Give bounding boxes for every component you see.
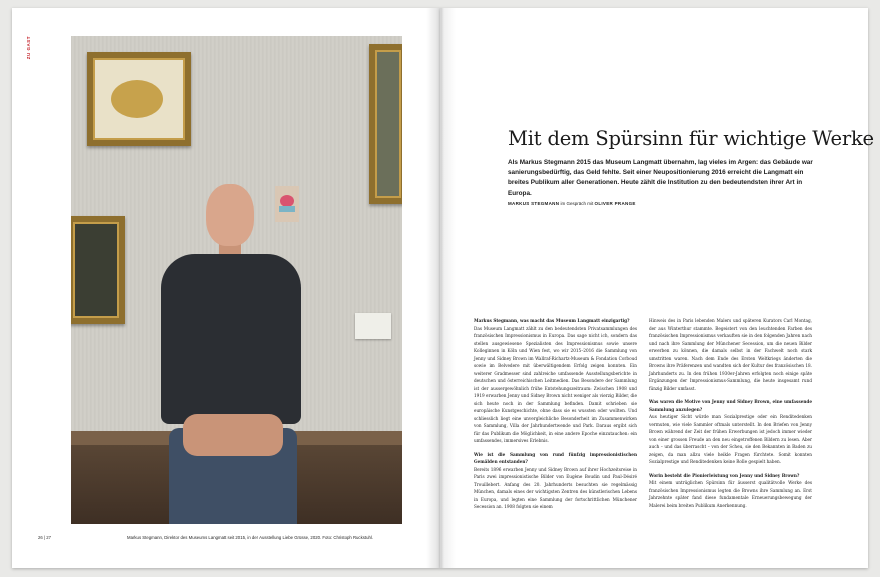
painting-top-right (369, 44, 402, 204)
answer: Mit einem untrüglichen Spürsinn für äusserst qualitätvolle Werke des französischen Impressionismus legten die Browns ihre Sammlung an. Erst Jahrzehnte später fand diese fundamentale Erneuerungsbewegung der Malerei beim breiten Publikum Anerkennung. (649, 480, 812, 508)
question: Markus Stegmann, was macht das Museum Langmatt einzigartig? (474, 318, 630, 323)
spine-gutter (426, 8, 456, 568)
right-page (440, 8, 874, 568)
answer: Das Museum Langmatt zählt zu den bedeutendsten Privatsammlungen des französischen Impressionismus in Europa. Das sage nicht ich, sondern das stellen ausgewiesene Spezialisten des Impressionismus sowie unsere Kolleginnen in Köln und Wien fest, wo wir 2015–2016 die Sammlung von Jenny und Sidney Brown im Wallraf-Richartz-Museum & Fondation Corboud sowie im Belvedere mit überwältigendem Erfolg zeigen konnten. Ein weiterer Gradmesser sind zahlreiche umfassende Ausstellungsberichte in deutschen und österreichischen Leitmedien. Das Besondere der Sammlung ist der aussergewöhnlich frühe Entstehungszeitraum: Zwischen 1908 und 1919 erwarben Jenny und Sidney Brown nicht weniger als vierzig Bilder, die sich heute noch in der Sammlung befinden. Damit schrieben sie europäische Kunstgeschichte, ohne dass sie es wussten oder wollten. Und schliesslich liegt eine unvergleichliche Besonderheit im Zusammenwirken von Sammlung, Villa der Jahrhundertwende und Park. Daraus ergibt sich für das Publikum die Möglichkeit, in eine andere Epoche einzutauchen: ein umfassendes, immersives Erlebnis. (474, 325, 637, 443)
section-tag: ZU GAST (26, 36, 31, 60)
left-page (12, 8, 440, 568)
page-folio: 26 | 27 (38, 535, 52, 540)
question: Worin besteht die Pionierleistung von Jenny und Sidney Brown? (649, 472, 800, 478)
paragraph (474, 317, 637, 445)
portrait-photo (71, 36, 402, 524)
text-column-2 (649, 317, 812, 515)
paragraph (649, 398, 812, 466)
paragraph (649, 472, 812, 510)
photo-caption: Markus Stegmann, Direktor des Museums Langmatt seit 2015, in der Ausstellung Liebe Grüsse, 2020. Foto: Christoph Ruckstuhl. (127, 535, 374, 540)
painting-left (71, 216, 125, 324)
byline-interviewee: MARKUS STEGMANN (508, 201, 560, 206)
paragraph (474, 451, 637, 511)
answer: Hinweis des in Paris lebenden Malers und späteren Kurators Carl Montag, der aus Winterthur stammte. Begeistert von den leuchtenden Farben des französischen Impressionismus verkauften sie in den folgenden Jahren nach und nach ihre Sammlung der Münchener Secession, um die neuen Bilder erwerben zu können, die damals selbst in der Fachwelt noch stark umstritten waren. Nach dem Ende des Ersten Weltkriegs änderten die Browns ihre Präferenzen und wandten sich der Kultur des französischen 18. Jahrhunderts zu. In den frühen 1930er-Jahren erfolgten noch einige späte Ergänzungen der Impressionismus-Sammlung, die heute insgesamt rund fünzig Bilder umfasst. (649, 318, 812, 391)
magazine-spread (12, 8, 874, 568)
answer: Aus heutiger Sicht würde man Sozialprestige oder ein Renditedenken vermuten, wie viele Sammler oftmals unterstellt. In den Briefen von Jenny Brown während der Zeit der frühen Erwerbungen ist jedoch immer wieder von einer grossen Freude an den neu eingetroffenen Bildern zu lesen. Aber auch – und das überrascht – von der Scheu, sie den Bekannten in Baden zu zeigen, da man allzu viele heikle Fragen fürchtete. Somit konnten Sozialprestige und Renditedenken keine Rolle gespielt haben. (649, 414, 812, 464)
paragraph (649, 317, 812, 392)
text-column-1 (474, 317, 637, 517)
byline (508, 201, 636, 206)
painting-still-life (87, 52, 191, 146)
answer: Bereits 1896 erwarben Jenny und Sidney Brown auf ihrer Hochzeitsreise in Paris zwei impressionistische Bilder von Eugène Boudin und Paul-Désiré Trouillebert. Anfang des 20. Jahrhunderts besuchten sie regelmässig München, damals eines der wichtigsten Zentren des künstlerischen Lebens in Europa, und legten eine Sammlung der fortschrittlichen Münchener Secession an. 1908 folgten sie einem (474, 466, 637, 509)
article-headline: Mit dem Spürsinn für wichtige Werke (508, 127, 874, 150)
byline-interviewer: OLIVER PRANGE (594, 201, 636, 206)
question: Wie ist die Sammlung von rund fünfzig impressionistischen Gemälden entstanden? (474, 451, 637, 464)
article-lede: Als Markus Stegmann 2015 das Museum Langmatt übernahm, lag vieles im Argen: das Gebäude war sanierungsbedürftig, das Geld fehlte. Seit einer Neupositionierung 2016 erreicht die Langmatt ein breites Publikum aller Generationen. Heute zählt die Institution zu den bedeutendsten ihrer Art in Europa. (508, 159, 813, 197)
byline-middle: im Gespräch mit (559, 201, 595, 206)
question: Was waren die Motive von Jenny und Sidney Brown, eine umfassende Sammlung anzulegen? (649, 399, 812, 412)
seated-man (153, 184, 313, 524)
wall-label (355, 313, 391, 339)
